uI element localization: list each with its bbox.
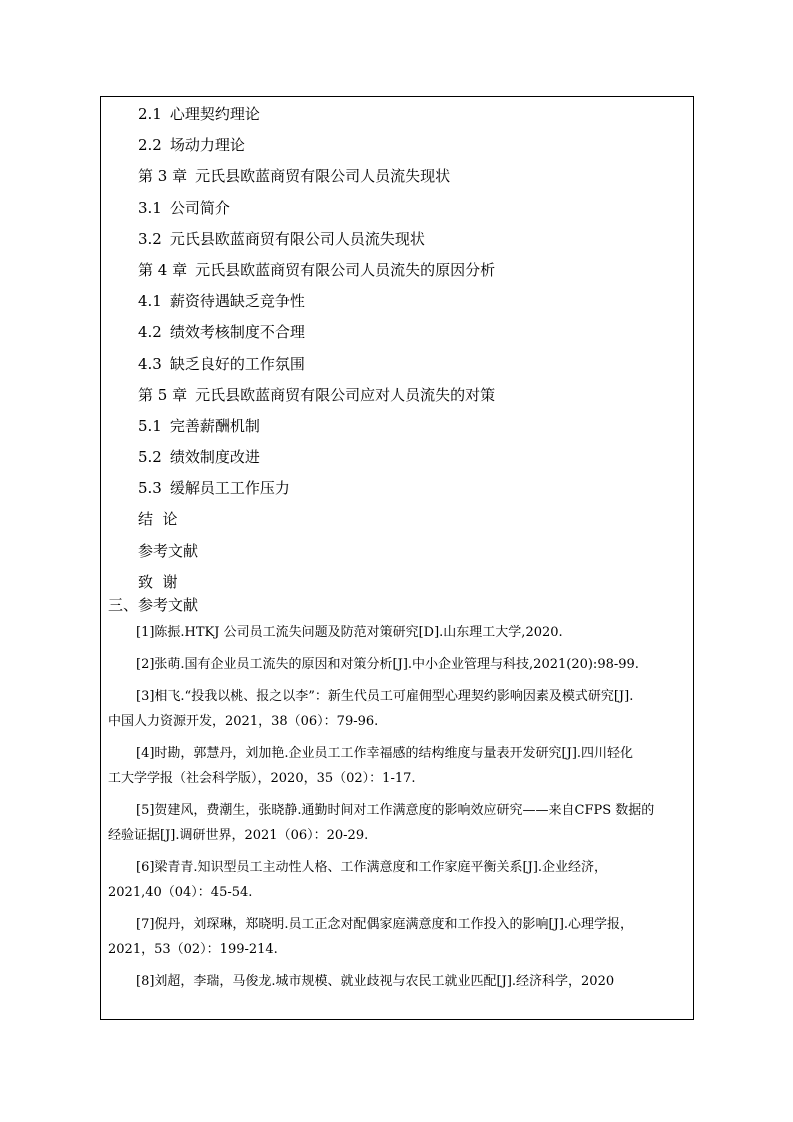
outline-number: 第 5 章 [138,385,188,404]
outline-title: 参考文献 [138,541,199,560]
outline-title: 缓解员工工作压力 [169,479,290,498]
reference-entry [108,741,686,791]
reference-line: 2021，53（02）：199-214. [108,942,278,957]
reference-line: 经验证据[J].调研世界，2021（06）：20-29. [108,828,369,843]
reference-line: [6]梁青青.知识型员工主动性人格、工作满意度和工作家庭平衡关系[J].企业经济， [136,860,608,875]
outline-title: 元氏县欧蓝商贸有限公司应对人员流失的对策 [195,385,496,404]
outline-number: 4.3 [138,354,162,373]
outline-item [138,536,678,567]
outline-item [138,99,678,130]
outline-title: 绩效制度改进 [169,448,260,467]
reference-line: [7]倪丹，刘琛琳，郑晓明.员工正念对配偶家庭满意度和工作投入的影响[J].心理学报， [136,917,634,932]
references-list [108,620,686,1001]
outline-number: 4.2 [138,323,162,342]
outline-item [138,442,678,473]
outline-title: 致 谢 [138,572,178,591]
outline-title: 结 论 [138,510,178,529]
outline-title: 场动力理论 [169,136,245,155]
outline-item [138,504,678,535]
outline-item [138,380,678,411]
reference-entry [108,855,686,905]
outline-number: 3.2 [138,229,162,248]
outline-item [138,567,678,598]
outline-item [138,349,678,380]
reference-line: [4]时勘，郭慧丹，刘加艳.企业员工工作幸福感的结构维度与量表开发研究[J].四川轻化 [136,746,634,761]
outline-title: 缺乏良好的工作氛围 [169,354,305,373]
reference-line: [2]张萌.国有企业员工流失的原因和对策分析[J].中小企业管理与科技,2021(20):98-99. [136,657,639,672]
references-heading: 三、参考文献 [108,596,199,614]
outline-item [138,411,678,442]
outline-item [138,286,678,317]
outline-number: 5.2 [138,448,162,467]
reference-line: [3]相飞.“投我以桃、报之以李”：新生代员工可雇佣型心理契约影响因素及模式研究[J]. [136,689,634,704]
reference-line: [8]刘超，李瑞，马俊龙.城市规模、就业歧视与农民工就业匹配[J].经济科学，2020 [136,974,615,989]
outline-title: 心理契约理论 [169,105,260,123]
reference-line: [5]贺建风，费潮生，张晓静.通勤时间对工作满意度的影响效应研究——来自CFPS 数据的 [136,803,655,818]
outline-title: 元氏县欧蓝商贸有限公司人员流失现状 [195,167,451,186]
outline-number: 第 4 章 [138,260,188,279]
reference-entry [108,798,686,848]
reference-line: 工大学学报（社会科学版），2020，35（02）：1-17. [108,771,416,786]
thesis-outline [138,99,678,598]
outline-number: 3.1 [138,198,162,217]
outline-title: 完善薪酬机制 [169,416,260,435]
outline-item [138,224,678,255]
outline-title: 公司简介 [169,198,230,217]
outline-number: 4.1 [138,292,162,311]
reference-entry [108,652,686,677]
outline-number: 5.1 [138,416,162,435]
outline-number: 第 3 章 [138,167,188,186]
outline-title: 绩效考核制度不合理 [169,323,305,342]
outline-item [138,161,678,192]
outline-number: 2.1 [138,105,162,123]
outline-item [138,255,678,286]
outline-title: 元氏县欧蓝商贸有限公司人员流失现状 [169,229,425,248]
outline-item [138,193,678,224]
reference-line: 2021,40（04）：45-54. [108,885,253,900]
outline-title: 薪资待遇缺乏竞争性 [169,292,305,311]
outline-number: 2.2 [138,136,162,155]
reference-entry [108,912,686,962]
outline-title: 元氏县欧蓝商贸有限公司人员流失的原因分析 [195,260,496,279]
reference-entry [108,969,686,994]
outline-item [138,317,678,348]
reference-line: [1]陈振.HTKJ 公司员工流失问题及防范对策研究[D].山东理工大学,2020. [136,625,563,640]
outline-item [138,473,678,504]
reference-entry [108,620,686,645]
outline-item [138,130,678,161]
reference-entry [108,684,686,734]
outline-number: 5.3 [138,479,162,498]
reference-line: 中国人力资源开发，2021，38（06）：79-96. [108,714,379,729]
